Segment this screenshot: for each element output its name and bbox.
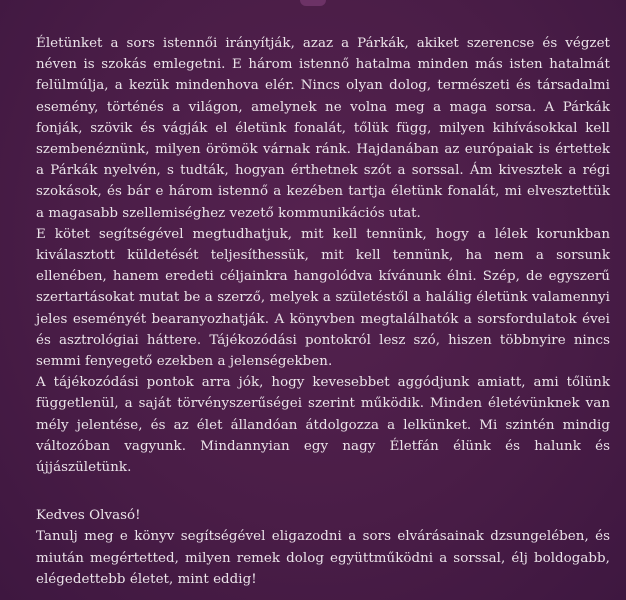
spacer <box>36 478 610 505</box>
paragraph-intro: Életünket a sors istennői irányítják, azaz a Párkák, akiket szerencse és végzet néven is szokás emlegetni. E három istennő hatalma minden más isten hatalmát felülmúlja, a kezük mindenhova elér. Nincs olyan dolog, természeti és társadalmi esemény, történés a világon, amelynek ne volna meg a maga sorsa. A Párkák fonják, szövik és vágják el életünk fonalát, tőlük függ, milyen kihívásokkal kell szembenéznünk, milyen örömök várnak ránk. Hajdanában az európaiak is értettek a Párkák nyelvén, s tudták, hogyan érthetnek szót a sorssal. Ám kivesztek a régi szokások, és bár e három istennő a kezében tartja életünk fonalát, mi elvesztettük a magasabb szellemiséghez vezető kommunikációs utat. <box>36 36 610 221</box>
paragraph-book: E kötet segítségével megtudhatjuk, mit kell tennünk, hogy a lélek korunkban kiválasztott küldetését teljesíthessük, mit kell tennünk, ha nem a sorsunk ellenében, hanem eredeti céljainkra hangolódva kívánunk élni. Szép, de egyszerű szertartásokat mutat be a szerző, melyek a születéstől a halálig életünk valamennyi jeles eseményét bearanyozhatják. A könyvben megtalálhatók a sorsfordulatok évei és asztrológiai háttere. Tájékozódási pontokról lesz szó, hiszen többnyire nincs semmi fenyegető ezekben a jelenségekben. <box>36 226 610 370</box>
greeting: Kedves Olvasó! <box>36 508 141 524</box>
paragraph-orientation: A tájékozódási pontok arra jók, hogy kevesebbet aggódjunk amiatt, ami tőlünk függetlenül, a saját törvényszerűségei szerint működik. Minden életévünknek van mély jelentése, és az élet állandóan átdolgozza a lelkünket. Mi szintén mindig változóban vagyunk. Mindannyian egy nagy Életfán élünk és halunk és újjászületünk. <box>36 375 610 476</box>
top-ornament <box>300 0 326 6</box>
cover-text <box>36 33 610 590</box>
closing-paragraph: Tanulj meg e könyv segítségével eligazodni a sors elvárásainak dzsungelében, és miután megértetted, milyen remek dolog együttműködni a sorssal, élj boldogabb, elégedettebb életet, mint eddig! <box>36 529 610 587</box>
